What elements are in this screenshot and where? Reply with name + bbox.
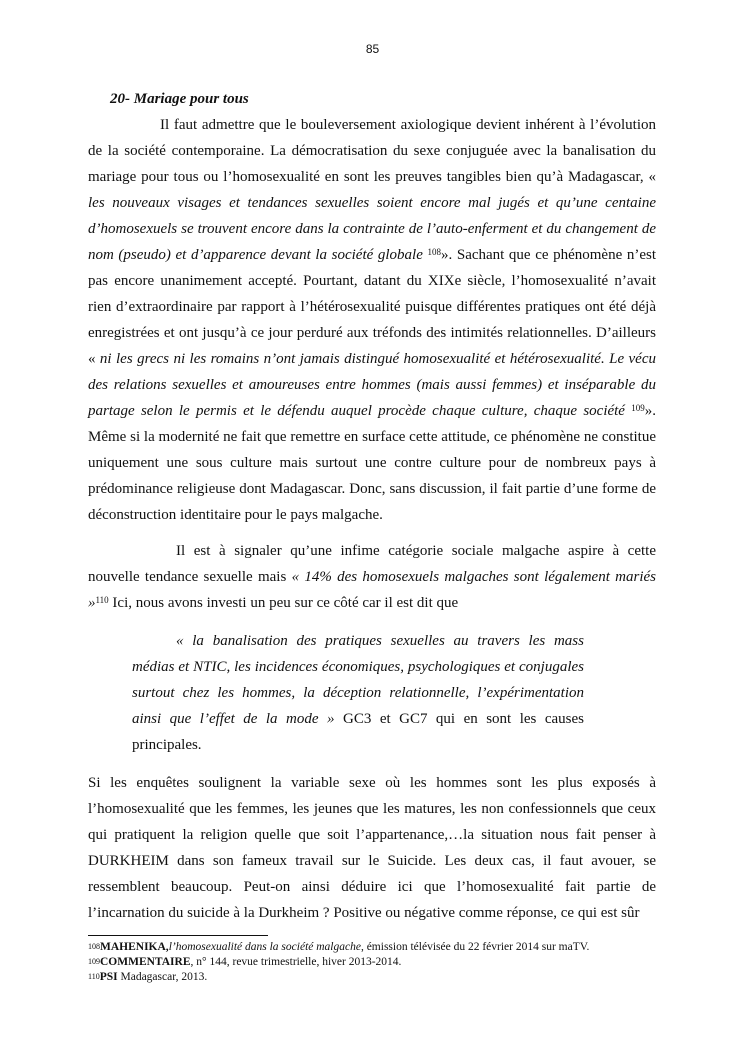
block-quote [132,628,584,758]
paragraph-1 [88,112,656,528]
inline-quote-2: ni les grecs ni les romains n’ont jamais distingué homosexualité et hétérosexualité. Le vécu des relations sexuelles et amoureuses entre hommes (mais aussi femmes) et inséparable du partage selon le permis et le défendu auquel procède chaque culture, chaque société [88,351,656,419]
block-quote-after: GC3 et GC7 qui en sont les causes principales. [132,711,584,753]
paragraph-2 [88,538,656,616]
inline-quote-1: les nouveaux visages et tendances sexuelles soient encore mal jugés et qu’une centaine d’homosexuels se trouvent encore dans la contrainte de l’auto-enferment et du changement de nom (pseudo) et d’apparence devant la société globale [88,195,656,263]
quote-open-mark: « [88,351,100,367]
page-body [88,86,656,926]
footnote-author: COMMENTAIRE [100,956,191,968]
footnote-author: PSI [99,971,118,983]
page-number: 85 [365,42,380,56]
footnote-number: 109 [88,957,100,966]
paragraph-2-text-a: Il est à signaler qu’une infime catégorie sociale malgache aspire à cette nouvelle tendance sexuelle mais [88,543,656,585]
footnote-ref-109: 109 [631,403,645,413]
footnote-author: MAHENIKA, [100,941,169,953]
paragraph-1-text-c: ». Même si la modernité ne fait que remettre en surface cette attitude, ce phénomène ne constitue uniquement une sous culture mais surtout une contre culture pour de nombreux pays à prédominance religieuse dont Madagascar. Donc, sans discussion, il fait partie d’une forme de déconstruction identitaire pour le pays malgache. [88,403,657,523]
footnote-ref-110: 110 [95,595,109,605]
footnote-details: , n° 144, revue trimestrielle, hiver 2013-2014. [190,956,402,968]
paragraph-1-text-a: Il faut admettre que le bouleversement axiologique devient inhérent à l’évolution de la société contemporaine. La démocratisation du sexe conjuguée avec la banalisation du mariage pour tous ou l’homosexualité en sont les preuves tangibles bien qu’à Madagascar, [88,117,656,185]
paragraph-1-text-b: ». Sachant que ce phénomène n’est pas encore unanimement accepté. Pourtant, datant du XIXe siècle, l’homosexualité n’avait rien d’extraordinaire par rapport à l’hétérosexualité puisque différentes pratiques ont été déjà enregistrées et ont jusqu’à ce jour perduré aux tréfonds des intimités relationnelles. D’ailleurs [88,247,657,341]
paragraph-2-text-b: Ici, nous avons investi un peu sur ce côté car il est dit que [108,595,459,611]
footnote-details: , émission télévisée du 22 février 2014 sur maTV. [360,941,590,953]
footnotes [88,940,688,985]
inline-quote-3: « 14% des homosexuels malgaches sont légalement mariés » [88,569,656,611]
footnote-110 [88,970,688,985]
footnote-number: 108 [88,942,100,951]
section-heading: 20- Mariage pour tous [110,91,249,107]
footnote-ref-108: 108 [427,247,441,257]
block-quote-text: « la banalisation des pratiques sexuelles au travers les mass médias et NTIC, les incidences économiques, psychologiques et conjugales surtout chez les hommes, la déception relationnelle, l’expérimentation ainsi que l’effet de la mode » [132,633,584,727]
footnote-title: l’homosexualité dans la société malgache [168,941,361,953]
footnote-108 [88,940,688,955]
footnote-109 [88,955,688,970]
paragraph-3: Si les enquêtes soulignent la variable sexe où les hommes sont les plus exposés à l’homosexualité que les femmes, les jeunes que les matures, les non confessionnels que ceux qui pratiquent la religion quelle que soit l’appartenance,…la situation nous fait penser à DURKHEIM dans son fameux travail sur le Suicide. Les deux cas, il faut avouer, se ressemblent beaucoup. Peut-on ainsi déduire ici que l’homosexualité fait partie de l’incarnation du suicide à la Durkheim ? Positive ou négative comme réponse, ce qui est sûr [88,775,656,921]
footnote-separator [88,935,268,936]
footnote-details: Madagascar, 2013. [117,971,208,983]
footnote-number: 110 [88,972,100,981]
quote-open-mark: « [648,169,656,185]
